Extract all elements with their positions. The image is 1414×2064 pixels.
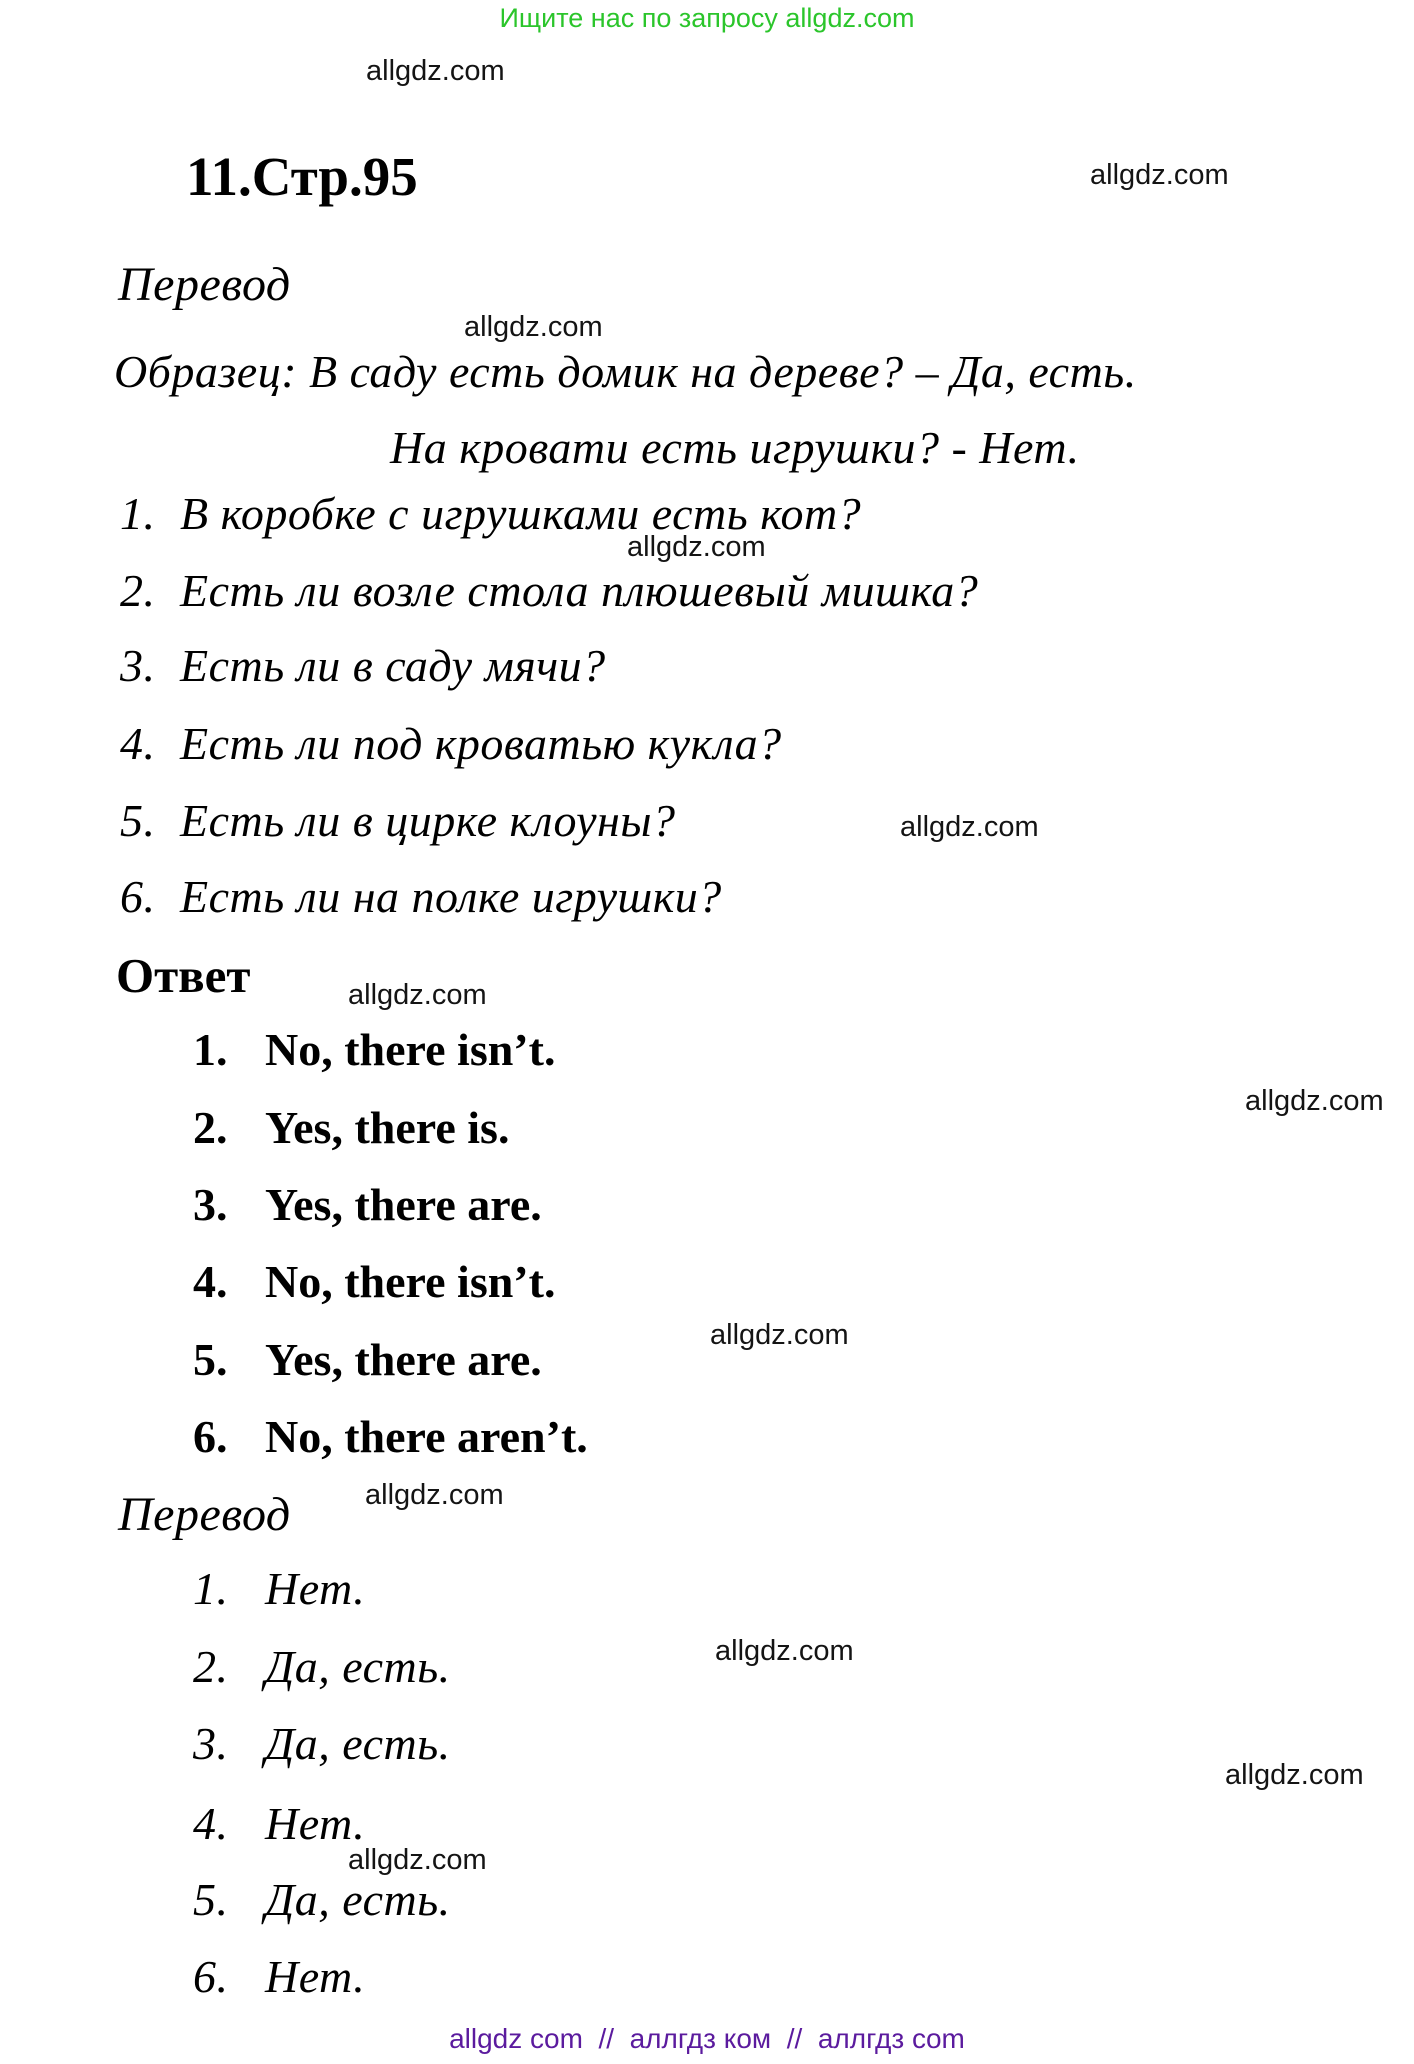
question-text: Есть ли в саду мячи? [180,640,606,691]
question-text: В коробке с игрушками есть кот? [180,488,862,539]
translation-row-1 [193,1565,365,1613]
translation-row-3 [193,1720,451,1768]
translation-row-4 [193,1800,365,1848]
promo-banner: Ищите нас по запросу allgdz.com [499,3,915,33]
answer-number: 6. [193,1411,228,1462]
translation-text: Да, есть. [265,1874,451,1925]
watermark-3: allgdz.com [464,311,603,343]
translation-number: 6. [193,1951,229,2002]
translation-number: 2. [193,1641,229,1692]
question-number: 2. [120,565,156,616]
translation-row-6 [193,1953,365,2001]
answer-row-3 [193,1181,542,1229]
question-row-4 [120,720,782,768]
translation-text: Да, есть. [265,1718,451,1769]
watermark-12: allgdz.com [348,1844,487,1876]
answer-text: No, there isn’t. [265,1256,556,1307]
perevod-heading-2: Перевод [118,1488,291,1541]
watermark-6: allgdz.com [348,979,487,1011]
answer-number: 2. [193,1102,228,1153]
question-row-2 [120,567,978,615]
answer-number: 5. [193,1334,228,1385]
question-row-6 [120,873,722,921]
watermark-7: allgdz.com [1245,1085,1384,1117]
translation-text: Нет. [265,1798,366,1849]
sample-line-1: Образец: В саду есть домик на дереве? – Да, есть. [114,346,1137,397]
answer-number: 4. [193,1256,228,1307]
watermark-5: allgdz.com [900,811,1039,843]
question-row-5 [120,797,676,845]
translation-number: 3. [193,1718,229,1769]
translation-text: Нет. [265,1951,366,2002]
answer-number: 3. [193,1179,228,1230]
question-text: Есть ли возле стола плюшевый мишка? [180,565,979,616]
watermark-11: allgdz.com [1225,1759,1364,1791]
translation-number: 4. [193,1798,229,1849]
question-row-3 [120,642,606,690]
watermark-2: allgdz.com [1090,159,1229,191]
answer-text: Yes, there are. [265,1179,542,1230]
footer-text: allgdz com // аллгдз ком // аллгдз com [449,2023,965,2054]
sample-line-2: На кровати есть игрушки? - Нет. [390,422,1080,473]
question-number: 5. [120,795,156,846]
translation-row-5 [193,1876,451,1924]
answer-row-4 [193,1258,555,1306]
answer-row-2 [193,1104,509,1152]
question-text: Есть ли на полке игрушки? [180,871,722,922]
question-text: Есть ли под кроватью кукла? [180,718,782,769]
question-number: 6. [120,871,156,922]
answer-text: Yes, there are. [265,1334,542,1385]
question-number: 3. [120,640,156,691]
perevod-heading-1: Перевод [118,258,291,311]
watermark-10: allgdz.com [715,1635,854,1667]
watermark-1: allgdz.com [366,55,505,87]
answer-row-5 [193,1336,542,1384]
watermark-4: allgdz.com [627,531,766,563]
translation-text: Да, есть. [265,1641,451,1692]
translation-row-2 [193,1643,451,1691]
answer-text: No, there aren’t. [265,1411,588,1462]
question-row-1 [120,490,861,538]
question-number: 1. [120,488,156,539]
watermark-8: allgdz.com [710,1319,849,1351]
question-text: Есть ли в цирке клоуны? [180,795,676,846]
translation-number: 1. [193,1563,229,1614]
answer-row-6 [193,1413,588,1461]
page-title: 11.Стр.95 [186,146,418,207]
answer-text: No, there isn’t. [265,1024,556,1075]
question-number: 4. [120,718,156,769]
translation-number: 5. [193,1874,229,1925]
watermark-9: allgdz.com [365,1479,504,1511]
answer-heading: Ответ [116,948,251,1003]
answer-text: Yes, there is. [265,1102,510,1153]
answer-number: 1. [193,1024,228,1075]
answer-row-1 [193,1026,555,1074]
translation-text: Нет. [265,1563,366,1614]
